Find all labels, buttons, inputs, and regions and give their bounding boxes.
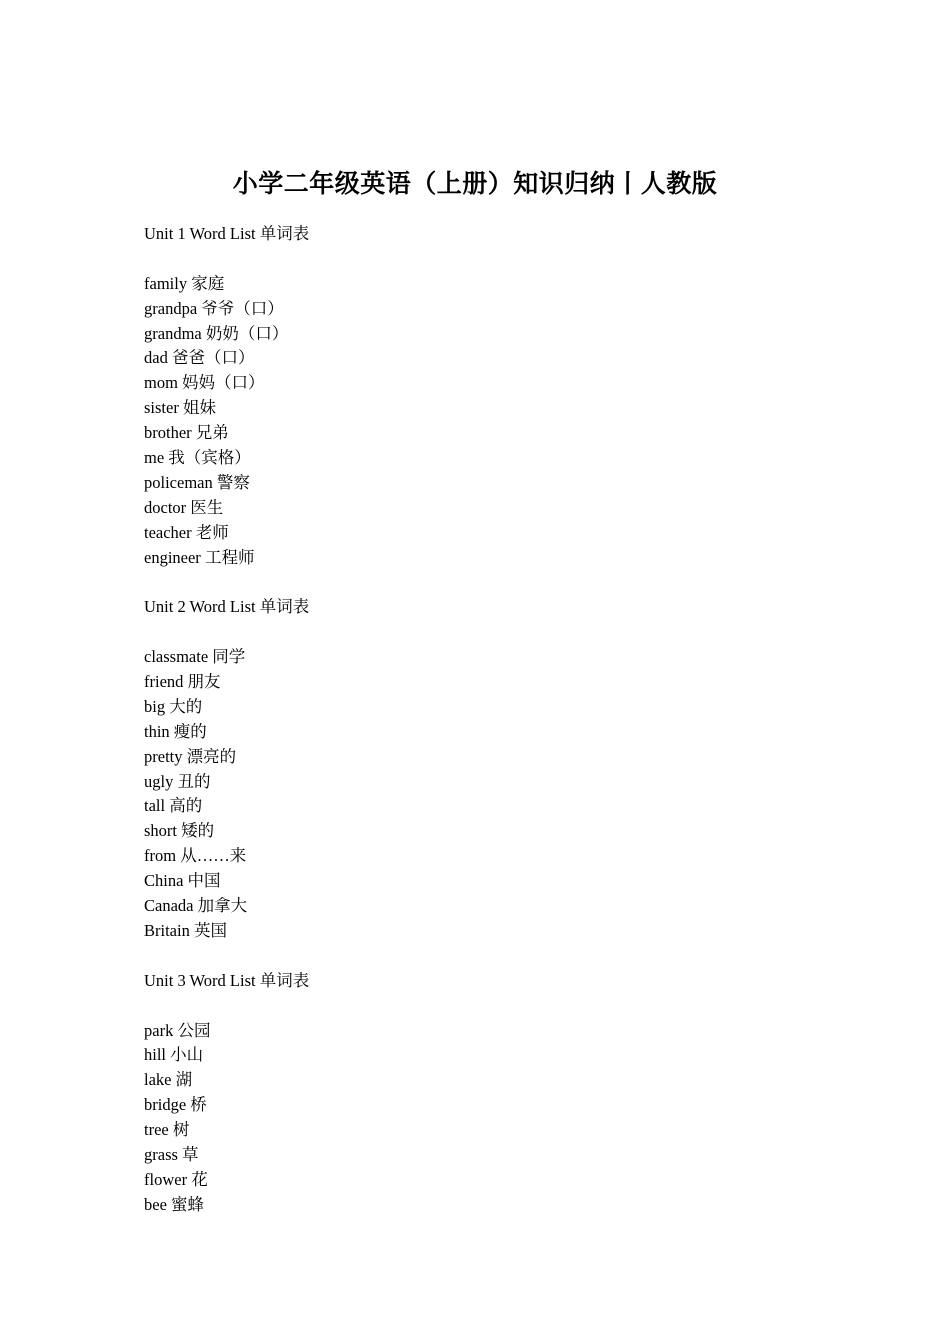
word-item <box>144 496 844 521</box>
word-english: engineer <box>144 547 201 567</box>
word-item <box>144 521 844 546</box>
unit-1-section <box>144 222 844 595</box>
word-chinese: 同学 <box>212 647 246 667</box>
word-item <box>144 1193 844 1218</box>
word-item <box>144 770 844 795</box>
word-item <box>144 446 844 471</box>
word-chinese: 草 <box>182 1144 199 1164</box>
word-chinese: 兄弟 <box>195 423 229 443</box>
word-chinese: 湖 <box>175 1070 193 1090</box>
word-chinese: 高的 <box>169 796 203 816</box>
document-title: 小学二年级英语（上册）知识归纳丨人教版 <box>232 170 718 198</box>
word-item <box>144 297 844 322</box>
word-english: China <box>144 871 184 891</box>
word-chinese: 奶奶（口） <box>205 323 289 343</box>
word-item <box>144 844 844 869</box>
word-item <box>144 471 844 496</box>
word-chinese: 家庭 <box>191 273 225 293</box>
word-english: short <box>144 821 177 841</box>
word-chinese: 医生 <box>190 497 224 517</box>
word-chinese: 工程师 <box>204 547 255 567</box>
word-english: dad <box>144 348 168 368</box>
word-chinese: 小山 <box>170 1045 204 1065</box>
word-english: from <box>144 846 177 866</box>
word-english: flower <box>144 1169 188 1189</box>
word-english: policeman <box>144 472 213 492</box>
word-item <box>144 894 844 919</box>
word-chinese: 公园 <box>177 1020 211 1040</box>
word-item <box>144 1068 844 1093</box>
word-item <box>144 794 844 819</box>
word-item <box>144 421 844 446</box>
word-item <box>144 670 844 695</box>
blank-line <box>144 620 844 645</box>
word-chinese: 中国 <box>187 871 221 891</box>
word-english: bee <box>144 1194 167 1214</box>
word-chinese: 警察 <box>216 472 250 492</box>
word-chinese: 朋友 <box>187 672 221 692</box>
word-english: sister <box>144 398 179 418</box>
word-english: tall <box>144 796 166 816</box>
word-english: teacher <box>144 522 192 542</box>
word-english: Britain <box>144 920 190 940</box>
word-item <box>144 1118 844 1143</box>
word-chinese: 英国 <box>193 920 227 940</box>
word-english: mom <box>144 373 178 393</box>
word-english: tree <box>144 1120 169 1140</box>
word-chinese: 矮的 <box>181 821 215 841</box>
word-chinese: 桥 <box>190 1095 207 1115</box>
word-item <box>144 1093 844 1118</box>
word-english: ugly <box>144 771 174 791</box>
word-english: grandpa <box>144 298 198 318</box>
word-chinese: 爸爸（口） <box>171 348 255 368</box>
word-item <box>144 720 844 745</box>
word-chinese: 姐妹 <box>182 398 216 418</box>
word-chinese: 漂亮的 <box>186 746 237 766</box>
word-item <box>144 1019 844 1044</box>
unit-2-section <box>144 595 844 968</box>
word-english: friend <box>144 672 184 692</box>
word-chinese: 加拿大 <box>197 896 248 916</box>
word-item <box>144 1143 844 1168</box>
word-item <box>144 869 844 894</box>
word-item <box>144 346 844 371</box>
word-item <box>144 645 844 670</box>
word-english: bridge <box>144 1095 187 1115</box>
word-chinese: 大的 <box>169 696 203 716</box>
word-item <box>144 1043 844 1068</box>
word-item <box>144 819 844 844</box>
word-item <box>144 546 844 571</box>
word-english: classmate <box>144 647 209 667</box>
blank-line <box>144 247 844 272</box>
word-list <box>144 1019 844 1218</box>
unit-heading: Unit 2 Word List 单词表 <box>144 597 310 617</box>
word-english: grandma <box>144 323 202 343</box>
word-english: brother <box>144 423 192 443</box>
word-english: hill <box>144 1045 167 1065</box>
word-english: me <box>144 448 165 468</box>
word-english: family <box>144 273 188 293</box>
blank-line <box>144 944 844 969</box>
word-item <box>144 1168 844 1193</box>
blank-line <box>144 994 844 1019</box>
unit-3-section <box>144 969 844 1218</box>
word-chinese: 丑的 <box>177 771 211 791</box>
word-item <box>144 745 844 770</box>
word-english: Canada <box>144 896 194 916</box>
word-item <box>144 371 844 396</box>
unit-heading: Unit 1 Word List 单词表 <box>144 224 310 243</box>
word-english: pretty <box>144 746 183 766</box>
word-chinese: 妈妈（口） <box>182 373 265 393</box>
word-english: doctor <box>144 497 187 517</box>
blank-line <box>144 570 844 595</box>
word-chinese: 树 <box>172 1120 190 1140</box>
word-item <box>144 322 844 347</box>
word-chinese: 蜜蜂 <box>171 1194 205 1214</box>
unit-heading: Unit 3 Word List 单词表 <box>144 970 310 990</box>
word-list <box>144 272 844 571</box>
word-item <box>144 919 844 944</box>
word-english: thin <box>144 721 170 741</box>
word-chinese: 从……来 <box>180 846 247 866</box>
word-english: lake <box>144 1070 172 1090</box>
word-item <box>144 272 844 297</box>
word-english: park <box>144 1020 174 1040</box>
word-chinese: 瘦的 <box>173 721 207 741</box>
word-chinese: 爷爷（口） <box>201 298 284 318</box>
word-list <box>144 645 844 944</box>
word-chinese: 老师 <box>195 522 229 542</box>
word-chinese: 我（宾格） <box>168 448 251 468</box>
word-item <box>144 396 844 421</box>
word-item <box>144 695 844 720</box>
word-english: grass <box>144 1144 178 1164</box>
word-english: big <box>144 696 166 716</box>
document-body <box>144 222 844 1218</box>
word-chinese: 花 <box>191 1169 208 1189</box>
